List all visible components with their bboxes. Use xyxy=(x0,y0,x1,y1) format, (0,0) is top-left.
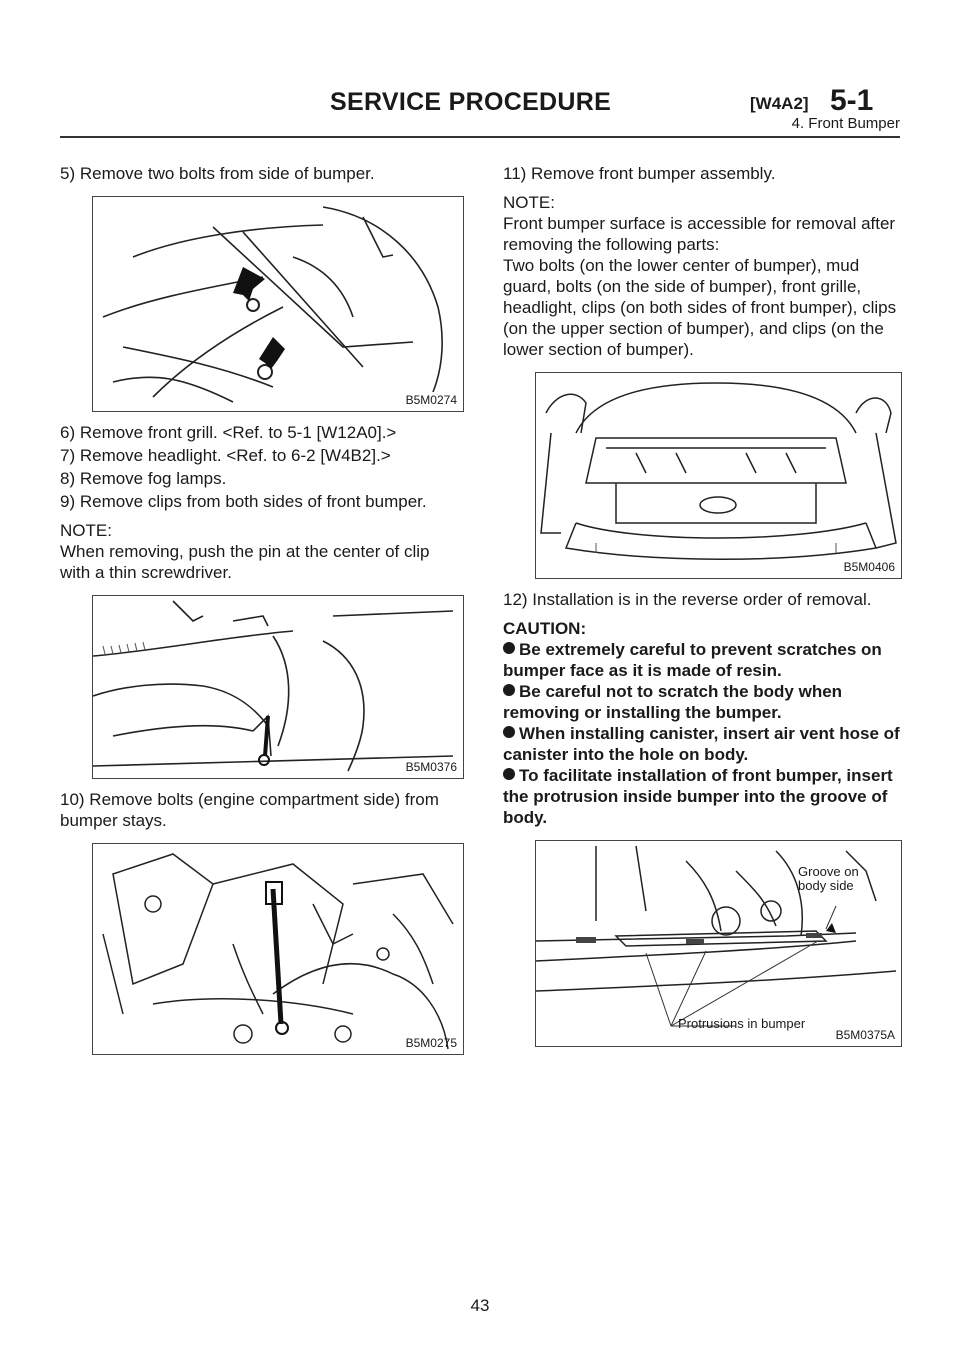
left-column xyxy=(60,163,460,1065)
step-7: 7) Remove headlight. <Ref. to 6-2 [W4B2].> xyxy=(60,446,391,465)
step-11: 11) Remove front bumper assembly. xyxy=(503,164,776,183)
caution-item: When installing canister, insert air vent hose of canister into the hole on body. xyxy=(503,724,900,764)
caution-item: Be careful not to scratch the body when removing or installing the bumper. xyxy=(503,682,843,722)
note-text: When removing, push the pin at the center of clip with a thin screwdriver. xyxy=(60,542,430,582)
header-subtitle: 4. Front Bumper xyxy=(791,115,900,132)
step-10: 10) Remove bolts (engine compartment side) from bumper stays. xyxy=(60,790,439,830)
label-protrusions: Protrusions in bumper xyxy=(678,1016,806,1031)
figure-bumper-stay-bolts xyxy=(92,843,464,1055)
step-9: 9) Remove clips from both sides of front bumper. xyxy=(60,492,427,511)
header-title: SERVICE PROCEDURE xyxy=(330,88,612,116)
figure-id: B5M0274 xyxy=(405,393,457,407)
bumper-stay-illustration xyxy=(93,844,463,1054)
caution-item: To facilitate installation of front bumper, insert the protrusion inside bumper into the groove of body. xyxy=(503,766,893,827)
header-section: 5-1 xyxy=(830,84,874,117)
bullet-icon xyxy=(503,642,515,654)
bullet-icon xyxy=(503,684,515,696)
caution-label: CAUTION: xyxy=(503,619,587,638)
note-text-right: Front bumper surface is accessible for removal after removing the following parts: xyxy=(503,214,896,254)
step-6: 6) Remove front grill. <Ref. to 5-1 [W12A0].> xyxy=(60,423,397,442)
figure-id: B5M0275 xyxy=(405,1036,457,1050)
figure-bumper-removal xyxy=(535,372,902,579)
figure-clip-removal xyxy=(92,595,464,779)
note-label-right: NOTE: xyxy=(503,193,555,212)
clip-removal-illustration xyxy=(93,596,463,778)
bullet-icon xyxy=(503,726,515,738)
header-rule xyxy=(60,136,900,138)
header-code: [W4A2] xyxy=(750,94,809,113)
bolts-side-illustration xyxy=(93,197,463,411)
figure-groove-protrusion xyxy=(535,840,902,1047)
page-header xyxy=(0,0,960,140)
figure-bolts-side xyxy=(92,196,464,412)
bullet-icon xyxy=(503,768,515,780)
step-5: 5) Remove two bolts from side of bumper. xyxy=(60,164,375,183)
bumper-removal-illustration xyxy=(536,373,901,578)
figure-id: B5M0375A xyxy=(835,1028,895,1042)
right-column xyxy=(503,163,903,1057)
step-12: 12) Installation is in the reverse order of removal. xyxy=(503,590,872,609)
caution-item: Be extremely careful to prevent scratches on bumper face as it is made of resin. xyxy=(503,640,882,680)
note-text-right-2: Two bolts (on the lower center of bumper), mud guard, bolts (on the side of bumper), front grille, headlight, clips (on both sides of front bumper), clips (on the upper section of bumper), and clips (on the lower section of bumper). xyxy=(503,256,897,359)
label-groove: Groove on body side xyxy=(798,864,859,893)
note-label: NOTE: xyxy=(60,521,112,540)
page-number: 43 xyxy=(470,1296,490,1315)
figure-id: B5M0406 xyxy=(843,560,895,574)
figure-id: B5M0376 xyxy=(405,760,457,774)
step-8: 8) Remove fog lamps. xyxy=(60,469,227,488)
